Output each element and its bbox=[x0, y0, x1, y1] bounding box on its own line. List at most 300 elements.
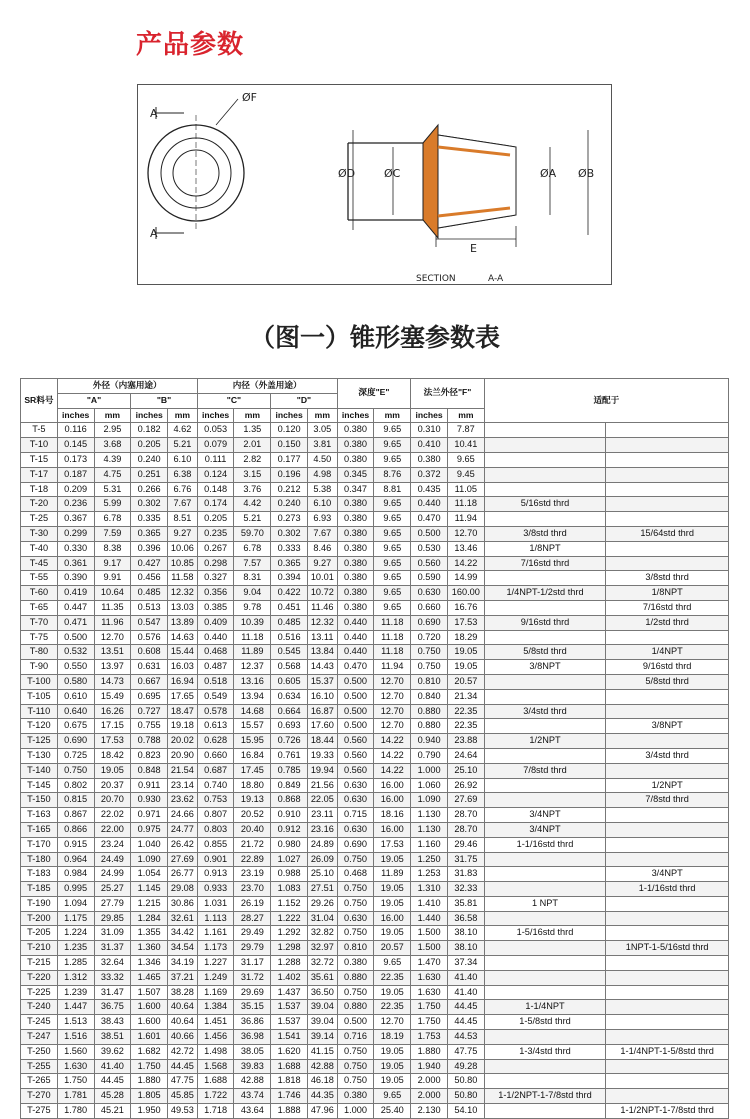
table-cell: 1-1/16std thrd bbox=[484, 837, 606, 852]
label-phi-d: ØD bbox=[338, 167, 356, 180]
table-cell: 31.04 bbox=[308, 911, 338, 926]
table-cell: 0.150 bbox=[271, 438, 308, 453]
table-cell: 0.530 bbox=[411, 541, 448, 556]
table-cell: 1.750 bbox=[131, 1059, 168, 1074]
table-cell: 0.500 bbox=[337, 689, 374, 704]
table-cell: 0.750 bbox=[57, 763, 94, 778]
table-cell: 0.866 bbox=[57, 822, 94, 837]
table-cell: 0.518 bbox=[197, 674, 234, 689]
table-cell: 0.912 bbox=[271, 822, 308, 837]
table-cell: 0.964 bbox=[57, 852, 94, 867]
table-cell: 0.660 bbox=[197, 748, 234, 763]
header-unit: mm bbox=[308, 408, 338, 423]
table-cell: 0.380 bbox=[337, 571, 374, 586]
table-cell: 1.027 bbox=[271, 852, 308, 867]
table-cell: 13.89 bbox=[168, 615, 198, 630]
table-cell: 0.750 bbox=[411, 660, 448, 675]
table-row bbox=[21, 748, 729, 763]
table-cell bbox=[606, 1074, 729, 1089]
table-cell: 16.00 bbox=[374, 793, 411, 808]
table-cell: 28.70 bbox=[447, 822, 484, 837]
table-cell: 1NPT-1-5/16std thrd bbox=[606, 941, 729, 956]
part-number-cell: T-25 bbox=[21, 512, 58, 527]
table-cell: 1 NPT bbox=[484, 896, 606, 911]
figure-title: （图一）锥形塞参数表 bbox=[249, 323, 500, 352]
table-cell: 0.613 bbox=[197, 719, 234, 734]
table-row bbox=[21, 941, 729, 956]
table-cell: 21.72 bbox=[234, 837, 271, 852]
table-cell: 44.45 bbox=[447, 1015, 484, 1030]
table-cell: 0.750 bbox=[411, 645, 448, 660]
table-cell: 0.380 bbox=[337, 497, 374, 512]
table-row bbox=[21, 423, 729, 438]
table-cell: 1.498 bbox=[197, 1044, 234, 1059]
table-cell bbox=[606, 822, 729, 837]
table-cell: 7/8std thrd bbox=[606, 793, 729, 808]
part-number-cell: T-125 bbox=[21, 734, 58, 749]
table-cell: 41.15 bbox=[308, 1044, 338, 1059]
table-row bbox=[21, 882, 729, 897]
table-row bbox=[21, 452, 729, 467]
table-cell: 0.367 bbox=[57, 512, 94, 527]
table-cell: 1.161 bbox=[197, 926, 234, 941]
table-cell: 46.18 bbox=[308, 1074, 338, 1089]
table-cell bbox=[484, 985, 606, 1000]
table-cell: 24.99 bbox=[94, 867, 131, 882]
table-cell: 12.70 bbox=[374, 674, 411, 689]
table-cell: 0.410 bbox=[411, 438, 448, 453]
table-row bbox=[21, 896, 729, 911]
table-cell: 0.660 bbox=[411, 600, 448, 615]
table-cell bbox=[606, 704, 729, 719]
table-cell: 0.788 bbox=[131, 734, 168, 749]
table-cell: 0.468 bbox=[337, 867, 374, 882]
table-cell: 23.14 bbox=[168, 778, 198, 793]
table-cell: 0.380 bbox=[337, 556, 374, 571]
table-row bbox=[21, 1089, 729, 1104]
table-cell: 1/4NPT bbox=[606, 645, 729, 660]
part-number-cell: T-30 bbox=[21, 526, 58, 541]
table-cell: 0.716 bbox=[337, 1030, 374, 1045]
table-cell: 47.96 bbox=[308, 1104, 338, 1119]
table-row bbox=[21, 837, 729, 852]
table-cell: 1.750 bbox=[411, 1000, 448, 1015]
table-cell: 49.28 bbox=[447, 1059, 484, 1074]
table-cell: 12.32 bbox=[168, 586, 198, 601]
table-cell: 1.094 bbox=[57, 896, 94, 911]
table-cell: 23.11 bbox=[308, 808, 338, 823]
table-cell: 20.57 bbox=[447, 674, 484, 689]
table-cell: 1.224 bbox=[57, 926, 94, 941]
table-cell: 0.440 bbox=[197, 630, 234, 645]
table-cell bbox=[606, 896, 729, 911]
table-cell: 1.060 bbox=[411, 778, 448, 793]
table-cell: 1.451 bbox=[197, 1015, 234, 1030]
table-cell: 1.222 bbox=[271, 911, 308, 926]
table-row bbox=[21, 719, 729, 734]
table-cell: 0.422 bbox=[271, 586, 308, 601]
table-cell: 0.380 bbox=[411, 452, 448, 467]
table-cell: 24.66 bbox=[168, 808, 198, 823]
table-cell: 0.687 bbox=[197, 763, 234, 778]
table-cell: 0.547 bbox=[131, 615, 168, 630]
table-cell: 0.753 bbox=[197, 793, 234, 808]
table-cell: 42.88 bbox=[234, 1074, 271, 1089]
table-cell bbox=[484, 1030, 606, 1045]
table-cell: 13.11 bbox=[308, 630, 338, 645]
table-cell: 0.913 bbox=[197, 867, 234, 882]
table-cell: 1/8NPT bbox=[606, 586, 729, 601]
table-cell: 17.65 bbox=[168, 689, 198, 704]
table-cell: 0.545 bbox=[271, 645, 308, 660]
table-cell: 44.45 bbox=[94, 1074, 131, 1089]
table-cell: 0.487 bbox=[197, 660, 234, 675]
table-cell: 9.65 bbox=[374, 526, 411, 541]
table-cell: 0.605 bbox=[271, 674, 308, 689]
table-row bbox=[21, 867, 729, 882]
table-cell: 1.880 bbox=[131, 1074, 168, 1089]
table-cell: 47.75 bbox=[447, 1044, 484, 1059]
table-cell: 7/16std thrd bbox=[606, 600, 729, 615]
table-cell: 0.690 bbox=[337, 837, 374, 852]
table-cell: 1/4NPT-1/2std thrd bbox=[484, 586, 606, 601]
table-cell: 34.19 bbox=[168, 956, 198, 971]
table-cell: 40.66 bbox=[168, 1030, 198, 1045]
table-cell: 17.53 bbox=[447, 615, 484, 630]
table-cell: 1-3/4std thrd bbox=[484, 1044, 606, 1059]
table-cell: 1.090 bbox=[131, 852, 168, 867]
table-cell: 0.750 bbox=[337, 852, 374, 867]
table-cell: 1.040 bbox=[131, 837, 168, 852]
table-cell: 11.18 bbox=[374, 630, 411, 645]
table-cell: 5.21 bbox=[168, 438, 198, 453]
table-cell: 1.600 bbox=[131, 1015, 168, 1030]
table-cell: 21.34 bbox=[447, 689, 484, 704]
table-cell: 13.94 bbox=[234, 689, 271, 704]
table-cell: 6.78 bbox=[94, 512, 131, 527]
table-row bbox=[21, 512, 729, 527]
table-cell: 44.35 bbox=[308, 1089, 338, 1104]
table-cell: 15.44 bbox=[168, 645, 198, 660]
table-cell: 0.365 bbox=[271, 556, 308, 571]
table-cell: 44.45 bbox=[168, 1059, 198, 1074]
table-cell: 44.45 bbox=[447, 1000, 484, 1015]
table-cell: 11.18 bbox=[447, 497, 484, 512]
table-row bbox=[21, 482, 729, 497]
table-cell: 16.10 bbox=[308, 689, 338, 704]
table-cell: 0.630 bbox=[411, 586, 448, 601]
table-cell bbox=[606, 734, 729, 749]
table-cell: 19.05 bbox=[374, 926, 411, 941]
table-cell: 1.781 bbox=[57, 1089, 94, 1104]
table-cell: 38.28 bbox=[168, 985, 198, 1000]
table-cell: 9.78 bbox=[234, 600, 271, 615]
table-cell: 12.70 bbox=[94, 630, 131, 645]
table-cell: 0.236 bbox=[57, 497, 94, 512]
table-cell: 14.73 bbox=[94, 674, 131, 689]
table-row bbox=[21, 1015, 729, 1030]
table-cell: 15/64std thrd bbox=[606, 526, 729, 541]
table-cell: 12.70 bbox=[374, 689, 411, 704]
table-cell: 0.630 bbox=[337, 822, 374, 837]
table-cell: 0.372 bbox=[411, 467, 448, 482]
table-cell: 2.82 bbox=[234, 452, 271, 467]
table-cell: 0.803 bbox=[197, 822, 234, 837]
table-cell bbox=[606, 630, 729, 645]
table-cell: 19.05 bbox=[374, 1059, 411, 1074]
part-number-cell: T-245 bbox=[21, 1015, 58, 1030]
table-cell: 0.380 bbox=[337, 1089, 374, 1104]
table-cell: 3.15 bbox=[234, 467, 271, 482]
table-cell: 31.83 bbox=[447, 867, 484, 882]
table-cell: 1.310 bbox=[411, 882, 448, 897]
part-number-cell: T-90 bbox=[21, 660, 58, 675]
table-cell: 2.000 bbox=[411, 1074, 448, 1089]
table-cell: 9.17 bbox=[94, 556, 131, 571]
table-cell: 9.27 bbox=[168, 526, 198, 541]
table-cell: 1.630 bbox=[411, 970, 448, 985]
table-cell: 27.51 bbox=[308, 882, 338, 897]
table-cell: 0.750 bbox=[337, 1044, 374, 1059]
table-cell: 0.725 bbox=[57, 748, 94, 763]
table-cell: 0.802 bbox=[57, 778, 94, 793]
part-number-cell: T-110 bbox=[21, 704, 58, 719]
table-cell bbox=[606, 1000, 729, 1015]
table-cell: 0.695 bbox=[131, 689, 168, 704]
table-cell: 0.750 bbox=[337, 896, 374, 911]
table-cell: 40.64 bbox=[168, 1000, 198, 1015]
table-cell bbox=[606, 1015, 729, 1030]
table-cell: 0.630 bbox=[337, 793, 374, 808]
part-number-cell: T-220 bbox=[21, 970, 58, 985]
table-cell: 1.500 bbox=[411, 926, 448, 941]
table-cell: 1.298 bbox=[271, 941, 308, 956]
table-cell: 6.10 bbox=[168, 452, 198, 467]
table-cell: 11.94 bbox=[374, 660, 411, 675]
table-cell: 15.37 bbox=[308, 674, 338, 689]
table-cell: 0.740 bbox=[197, 778, 234, 793]
table-cell: 37.21 bbox=[168, 970, 198, 985]
table-cell: 1.688 bbox=[197, 1074, 234, 1089]
table-cell: 1.470 bbox=[411, 956, 448, 971]
table-cell bbox=[484, 423, 606, 438]
table-cell: 11.58 bbox=[168, 571, 198, 586]
table-row bbox=[21, 1030, 729, 1045]
table-cell: 1.818 bbox=[271, 1074, 308, 1089]
table-cell: 19.33 bbox=[308, 748, 338, 763]
table-row bbox=[21, 778, 729, 793]
part-number-cell: T-240 bbox=[21, 1000, 58, 1015]
table-cell: 0.380 bbox=[337, 512, 374, 527]
table-cell: 0.187 bbox=[57, 467, 94, 482]
table-cell: 1.620 bbox=[271, 1044, 308, 1059]
table-cell: 0.750 bbox=[337, 926, 374, 941]
table-cell: 0.880 bbox=[411, 704, 448, 719]
part-number-cell: T-180 bbox=[21, 852, 58, 867]
table-cell: 14.22 bbox=[374, 748, 411, 763]
table-cell: 20.40 bbox=[234, 822, 271, 837]
table-cell: 0.560 bbox=[337, 748, 374, 763]
table-row bbox=[21, 1000, 729, 1015]
part-number-cell: T-270 bbox=[21, 1089, 58, 1104]
table-cell: 0.750 bbox=[337, 1059, 374, 1074]
table-cell: 9.65 bbox=[374, 571, 411, 586]
header-fits: 适配于 bbox=[484, 379, 728, 423]
header-flange: 法兰外径"F" bbox=[411, 379, 485, 409]
table-cell: 1.360 bbox=[131, 941, 168, 956]
table-cell bbox=[606, 512, 729, 527]
table-cell: 15.57 bbox=[234, 719, 271, 734]
table-cell: 19.05 bbox=[374, 1044, 411, 1059]
table-cell: 0.849 bbox=[271, 778, 308, 793]
table-cell: 22.35 bbox=[374, 1000, 411, 1015]
table-cell: 13.16 bbox=[234, 674, 271, 689]
table-cell: 17.45 bbox=[234, 763, 271, 778]
table-cell: 31.09 bbox=[94, 926, 131, 941]
table-cell: 9.65 bbox=[374, 512, 411, 527]
label-e: E bbox=[470, 242, 477, 255]
table-cell: 38.51 bbox=[94, 1030, 131, 1045]
table-cell: 0.385 bbox=[197, 600, 234, 615]
table-cell bbox=[484, 630, 606, 645]
table-cell: 13.51 bbox=[94, 645, 131, 660]
table-row bbox=[21, 689, 729, 704]
table-cell: 1.000 bbox=[337, 1104, 374, 1119]
table-cell: 22.89 bbox=[234, 852, 271, 867]
table-cell: 3.05 bbox=[308, 423, 338, 438]
table-cell: 4.75 bbox=[94, 467, 131, 482]
table-cell: 11.89 bbox=[374, 867, 411, 882]
table-cell: 0.471 bbox=[57, 615, 94, 630]
table-cell bbox=[606, 926, 729, 941]
table-cell: 0.630 bbox=[337, 911, 374, 926]
table-cell: 19.13 bbox=[234, 793, 271, 808]
table-cell: 18.44 bbox=[308, 734, 338, 749]
part-number-cell: T-163 bbox=[21, 808, 58, 823]
table-cell: 4.42 bbox=[234, 497, 271, 512]
table-cell: 0.785 bbox=[271, 763, 308, 778]
table-cell: 8.31 bbox=[234, 571, 271, 586]
table-cell: 42.88 bbox=[308, 1059, 338, 1074]
table-cell: 14.22 bbox=[374, 734, 411, 749]
table-cell: 0.333 bbox=[271, 541, 308, 556]
table-cell: 3/4std thrd bbox=[606, 748, 729, 763]
table-cell: 26.77 bbox=[168, 867, 198, 882]
table-cell: 25.40 bbox=[374, 1104, 411, 1119]
table-cell: 40.64 bbox=[168, 1015, 198, 1030]
table-cell: 9/16std thrd bbox=[484, 615, 606, 630]
table-cell: 26.19 bbox=[234, 896, 271, 911]
table-cell: 21.56 bbox=[308, 778, 338, 793]
table-cell: 0.440 bbox=[411, 497, 448, 512]
part-number-cell: T-130 bbox=[21, 748, 58, 763]
table-cell: 1.284 bbox=[131, 911, 168, 926]
table-cell: 18.16 bbox=[374, 808, 411, 823]
table-row bbox=[21, 704, 729, 719]
table-cell: 10.39 bbox=[234, 615, 271, 630]
table-cell: 21.54 bbox=[168, 763, 198, 778]
part-number-cell: T-150 bbox=[21, 793, 58, 808]
table-cell: 31.37 bbox=[94, 941, 131, 956]
table-cell: 0.409 bbox=[197, 615, 234, 630]
table-cell: 38.05 bbox=[234, 1044, 271, 1059]
table-cell: 1.940 bbox=[411, 1059, 448, 1074]
table-cell: 0.720 bbox=[411, 630, 448, 645]
table-cell: 1.601 bbox=[131, 1030, 168, 1045]
table-cell bbox=[484, 970, 606, 985]
table-cell: 18.80 bbox=[234, 778, 271, 793]
table-cell: 6.93 bbox=[308, 512, 338, 527]
table-cell: 45.28 bbox=[94, 1089, 131, 1104]
table-cell: 0.855 bbox=[197, 837, 234, 852]
table-cell: 13.84 bbox=[308, 645, 338, 660]
table-cell: 0.560 bbox=[337, 734, 374, 749]
table-cell: 0.750 bbox=[337, 1074, 374, 1089]
table-cell: 25.27 bbox=[94, 882, 131, 897]
table-cell: 14.99 bbox=[447, 571, 484, 586]
table-cell: 7.67 bbox=[308, 526, 338, 541]
table-row bbox=[21, 630, 729, 645]
table-cell: 0.419 bbox=[57, 586, 94, 601]
table-cell: 19.05 bbox=[374, 1074, 411, 1089]
table-cell: 0.310 bbox=[411, 423, 448, 438]
table-cell: 0.984 bbox=[57, 867, 94, 882]
table-cell: 0.868 bbox=[271, 793, 308, 808]
table-cell bbox=[606, 763, 729, 778]
table-cell: 0.628 bbox=[197, 734, 234, 749]
table-cell: 0.266 bbox=[131, 482, 168, 497]
table-cell: 20.02 bbox=[168, 734, 198, 749]
table-cell: 1.031 bbox=[197, 896, 234, 911]
table-cell: 45.85 bbox=[168, 1089, 198, 1104]
table-cell: 0.880 bbox=[337, 1000, 374, 1015]
table-cell: 0.205 bbox=[197, 512, 234, 527]
table-cell: 0.302 bbox=[131, 497, 168, 512]
table-row bbox=[21, 1044, 729, 1059]
table-cell: 0.726 bbox=[271, 734, 308, 749]
table-cell: 19.18 bbox=[168, 719, 198, 734]
table-row bbox=[21, 541, 729, 556]
table-cell: 0.120 bbox=[271, 423, 308, 438]
header-unit: inches bbox=[271, 408, 308, 423]
table-cell: 1.950 bbox=[131, 1104, 168, 1119]
table-cell: 0.580 bbox=[57, 674, 94, 689]
table-cell: 1.780 bbox=[57, 1104, 94, 1119]
table-cell: 1.346 bbox=[131, 956, 168, 971]
table-cell: 12.70 bbox=[374, 704, 411, 719]
table-cell: 0.470 bbox=[337, 660, 374, 675]
table-cell: 0.840 bbox=[411, 689, 448, 704]
table-row bbox=[21, 808, 729, 823]
table-cell: 16.00 bbox=[374, 911, 411, 926]
table-cell: 8.46 bbox=[308, 541, 338, 556]
table-cell: 42.72 bbox=[168, 1044, 198, 1059]
table-cell: 1.253 bbox=[411, 867, 448, 882]
table-cell: 29.69 bbox=[234, 985, 271, 1000]
table-cell: 26.92 bbox=[447, 778, 484, 793]
table-cell bbox=[484, 1059, 606, 1074]
table-cell: 0.240 bbox=[271, 497, 308, 512]
part-number-cell: T-40 bbox=[21, 541, 58, 556]
table-cell: 0.302 bbox=[271, 526, 308, 541]
table-cell: 0.911 bbox=[131, 778, 168, 793]
table-cell: 0.971 bbox=[131, 808, 168, 823]
table-cell bbox=[606, 423, 729, 438]
part-number-cell: T-60 bbox=[21, 586, 58, 601]
table-row bbox=[21, 571, 729, 586]
table-cell: 29.08 bbox=[168, 882, 198, 897]
part-number-cell: T-55 bbox=[21, 571, 58, 586]
